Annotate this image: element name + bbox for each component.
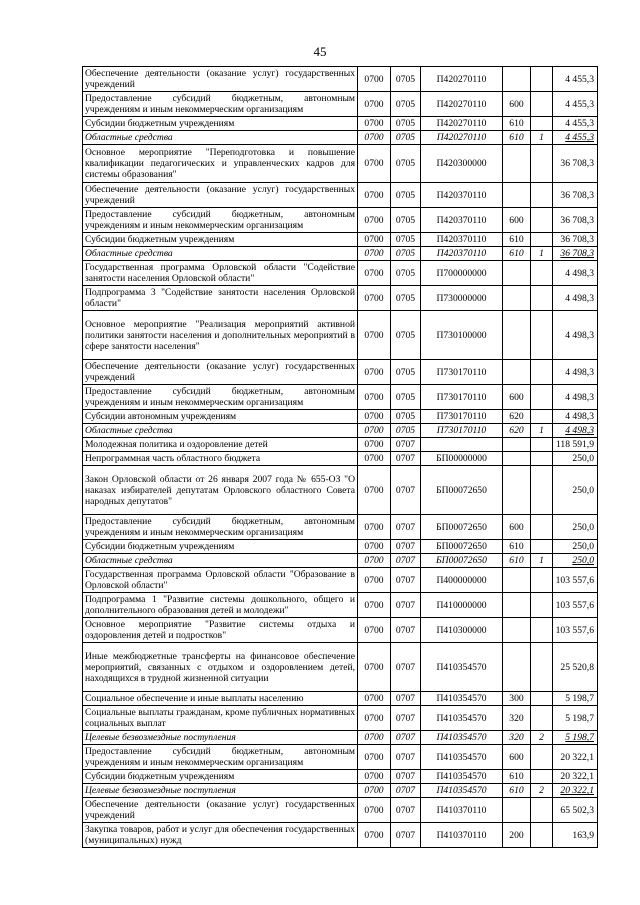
row-name: Обеспечение деятельности (оказание услуг) государственных учреждений <box>83 67 358 92</box>
funding-source <box>531 593 553 618</box>
amount: 20 322,1 <box>553 770 598 784</box>
section-code: 0700 <box>358 554 391 568</box>
funding-source <box>531 438 553 452</box>
expense-type <box>503 67 531 92</box>
funding-source: 2 <box>531 731 553 745</box>
target-article: П410370110 <box>421 798 503 823</box>
table-row <box>83 731 598 745</box>
section-code: 0700 <box>358 67 391 92</box>
target-article: П420270110 <box>421 117 503 131</box>
expense-type: 300 <box>503 692 531 706</box>
amount: 250,0 <box>553 452 598 466</box>
section-code: 0700 <box>358 593 391 618</box>
row-name: Целевые безвозмездные поступления <box>83 784 358 798</box>
target-article: БП00072650 <box>421 540 503 554</box>
table-row <box>83 360 598 385</box>
table-row <box>83 286 598 311</box>
row-name: Предоставление субсидий бюджетным, автономным учреждениям и иным некоммерческим организациям <box>83 515 358 540</box>
amount: 25 520,8 <box>553 643 598 692</box>
funding-source <box>531 233 553 247</box>
row-name: Обеспечение деятельности (оказание услуг) государственных учреждений <box>83 183 358 208</box>
amount: 250,0 <box>553 466 598 515</box>
amount: 4 498,3 <box>553 385 598 410</box>
section-code: 0700 <box>358 618 391 643</box>
amount: 4 498,3 <box>553 360 598 385</box>
funding-source <box>531 183 553 208</box>
expense-type: 610 <box>503 554 531 568</box>
subsection-code: 0705 <box>391 145 421 183</box>
table-row <box>83 145 598 183</box>
row-name: Государственная программа Орловской области "Содействие занятости населения Орловской области" <box>83 261 358 286</box>
amount: 103 557,6 <box>553 618 598 643</box>
subsection-code: 0705 <box>391 410 421 424</box>
amount: 4 498,3 <box>553 261 598 286</box>
target-article: П420270110 <box>421 92 503 117</box>
expense-type <box>503 438 531 452</box>
funding-source <box>531 311 553 360</box>
section-code: 0700 <box>358 798 391 823</box>
target-article: П410354570 <box>421 784 503 798</box>
row-name: Предоставление субсидий бюджетным, автономным учреждениям и иным некоммерческим организациям <box>83 745 358 770</box>
target-article: П410354570 <box>421 745 503 770</box>
table-row <box>83 311 598 360</box>
expense-type <box>503 311 531 360</box>
funding-source: 1 <box>531 131 553 145</box>
table-row <box>83 784 598 798</box>
table-row <box>83 540 598 554</box>
expense-type: 320 <box>503 706 531 731</box>
target-article: П420300000 <box>421 145 503 183</box>
target-article: П420370110 <box>421 247 503 261</box>
table-row <box>83 568 598 593</box>
subsection-code: 0707 <box>391 618 421 643</box>
section-code: 0700 <box>358 261 391 286</box>
section-code: 0700 <box>358 247 391 261</box>
row-name: Подпрограмма 3 "Содействие занятости населения Орловской области" <box>83 286 358 311</box>
target-article: П420270110 <box>421 131 503 145</box>
section-code: 0700 <box>358 92 391 117</box>
funding-source: 1 <box>531 424 553 438</box>
funding-source <box>531 410 553 424</box>
target-article: П420370110 <box>421 208 503 233</box>
table-row <box>83 261 598 286</box>
row-name: Областные средства <box>83 424 358 438</box>
section-code: 0700 <box>358 233 391 247</box>
funding-source <box>531 618 553 643</box>
row-name: Предоставление субсидий бюджетным, автономным учреждениям и иным некоммерческим организациям <box>83 208 358 233</box>
expense-type <box>503 643 531 692</box>
table-row <box>83 208 598 233</box>
table-row <box>83 385 598 410</box>
row-name: Областные средства <box>83 131 358 145</box>
section-code: 0700 <box>358 145 391 183</box>
row-name: Обеспечение деятельности (оказание услуг) государственных учреждений <box>83 360 358 385</box>
page-number: 45 <box>313 44 327 59</box>
amount: 4 498,3 <box>553 424 598 438</box>
amount: 5 198,7 <box>553 731 598 745</box>
section-code: 0700 <box>358 706 391 731</box>
table-row <box>83 593 598 618</box>
amount: 36 708,3 <box>553 233 598 247</box>
subsection-code: 0707 <box>391 784 421 798</box>
subsection-code: 0705 <box>391 261 421 286</box>
funding-source <box>531 145 553 183</box>
subsection-code: 0705 <box>391 183 421 208</box>
funding-source <box>531 452 553 466</box>
row-name: Социальное обеспечение и иные выплаты населению <box>83 692 358 706</box>
row-name: Предоставление субсидий бюджетным, автономным учреждениям и иным некоммерческим организациям <box>83 385 358 410</box>
expense-type <box>503 452 531 466</box>
table-row <box>83 117 598 131</box>
funding-source <box>531 208 553 233</box>
amount: 163,9 <box>553 823 598 848</box>
expense-type: 610 <box>503 784 531 798</box>
row-name: Государственная программа Орловской области "Образование в Орловской области" <box>83 568 358 593</box>
subsection-code: 0705 <box>391 208 421 233</box>
section-code: 0700 <box>358 438 391 452</box>
target-article: П400000000 <box>421 568 503 593</box>
subsection-code: 0705 <box>391 360 421 385</box>
amount: 4 455,3 <box>553 67 598 92</box>
funding-source: 1 <box>531 554 553 568</box>
expense-type <box>503 593 531 618</box>
section-code: 0700 <box>358 466 391 515</box>
expense-type: 600 <box>503 515 531 540</box>
table-row <box>83 554 598 568</box>
row-name: Непрограммная часть областного бюджета <box>83 452 358 466</box>
section-code: 0700 <box>358 117 391 131</box>
row-name: Субсидии автономным учреждениям <box>83 410 358 424</box>
expense-type: 200 <box>503 823 531 848</box>
target-article: П730170110 <box>421 410 503 424</box>
funding-source <box>531 823 553 848</box>
expense-type: 600 <box>503 208 531 233</box>
funding-source <box>531 745 553 770</box>
amount: 20 322,1 <box>553 784 598 798</box>
section-code: 0700 <box>358 311 391 360</box>
funding-source <box>531 67 553 92</box>
expense-type: 610 <box>503 131 531 145</box>
amount: 36 708,3 <box>553 208 598 233</box>
amount: 36 708,3 <box>553 183 598 208</box>
row-name: Субсидии бюджетным учреждениям <box>83 233 358 247</box>
target-article: БП00000000 <box>421 452 503 466</box>
subsection-code: 0707 <box>391 568 421 593</box>
target-article: П730170110 <box>421 360 503 385</box>
expense-type: 610 <box>503 247 531 261</box>
subsection-code: 0707 <box>391 643 421 692</box>
target-article: П410354570 <box>421 731 503 745</box>
subsection-code: 0707 <box>391 692 421 706</box>
funding-source <box>531 568 553 593</box>
expense-type: 600 <box>503 92 531 117</box>
subsection-code: 0705 <box>391 117 421 131</box>
amount: 118 591,9 <box>553 438 598 452</box>
row-name: Субсидии бюджетным учреждениям <box>83 540 358 554</box>
subsection-code: 0707 <box>391 745 421 770</box>
subsection-code: 0705 <box>391 67 421 92</box>
amount: 4 455,3 <box>553 117 598 131</box>
amount: 4 498,3 <box>553 286 598 311</box>
amount: 250,0 <box>553 554 598 568</box>
target-article: П410354570 <box>421 692 503 706</box>
amount: 250,0 <box>553 515 598 540</box>
funding-source <box>531 286 553 311</box>
row-name: Иные межбюджетные трансферты на финансовое обеспечение мероприятий, связанных с отдыхом и оздоровлением детей, находящихся в трудной жизненной ситуации <box>83 643 358 692</box>
target-article: БП00072650 <box>421 466 503 515</box>
section-code: 0700 <box>358 515 391 540</box>
table-row <box>83 706 598 731</box>
subsection-code: 0707 <box>391 593 421 618</box>
table-row <box>83 438 598 452</box>
budget-table-body <box>83 67 598 848</box>
funding-source <box>531 385 553 410</box>
amount: 103 557,6 <box>553 593 598 618</box>
table-row <box>83 745 598 770</box>
expense-type <box>503 286 531 311</box>
funding-source <box>531 692 553 706</box>
expense-type <box>503 568 531 593</box>
expense-type: 620 <box>503 424 531 438</box>
subsection-code: 0705 <box>391 131 421 145</box>
subsection-code: 0705 <box>391 233 421 247</box>
budget-table <box>82 66 598 848</box>
expense-type: 320 <box>503 731 531 745</box>
target-article: П730170110 <box>421 385 503 410</box>
funding-source <box>531 515 553 540</box>
amount: 4 455,3 <box>553 92 598 117</box>
row-name: Целевые безвозмездные поступления <box>83 731 358 745</box>
target-article: П420370110 <box>421 233 503 247</box>
funding-source <box>531 360 553 385</box>
row-name: Основное мероприятие "Переподготовка и повышение квалификации педагогических и управленческих кадров для системы образования" <box>83 145 358 183</box>
expense-type: 610 <box>503 233 531 247</box>
section-code: 0700 <box>358 643 391 692</box>
subsection-code: 0705 <box>391 286 421 311</box>
section-code: 0700 <box>358 410 391 424</box>
subsection-code: 0707 <box>391 798 421 823</box>
row-name: Основное мероприятие "Развитие системы отдыха и оздоровления детей и подростков" <box>83 618 358 643</box>
amount: 36 708,3 <box>553 145 598 183</box>
target-article: БП00072650 <box>421 515 503 540</box>
target-article <box>421 438 503 452</box>
row-name: Закон Орловской области от 26 января 2007 года № 655-ОЗ "О наказах избирателей депутатам Орловского областного Совета народных депутатов" <box>83 466 358 515</box>
subsection-code: 0707 <box>391 540 421 554</box>
table-row <box>83 247 598 261</box>
target-article: П700000000 <box>421 261 503 286</box>
amount: 65 502,3 <box>553 798 598 823</box>
table-row <box>83 823 598 848</box>
expense-type <box>503 261 531 286</box>
subsection-code: 0705 <box>391 311 421 360</box>
section-code: 0700 <box>358 208 391 233</box>
table-row <box>83 452 598 466</box>
target-article: П410354570 <box>421 706 503 731</box>
table-row <box>83 67 598 92</box>
subsection-code: 0707 <box>391 731 421 745</box>
row-name: Предоставление субсидий бюджетным, автономным учреждениям и иным некоммерческим организациям <box>83 92 358 117</box>
expense-type: 610 <box>503 770 531 784</box>
amount: 103 557,6 <box>553 568 598 593</box>
target-article: П420370110 <box>421 183 503 208</box>
target-article: П410300000 <box>421 618 503 643</box>
row-name: Субсидии бюджетным учреждениям <box>83 117 358 131</box>
amount: 250,0 <box>553 540 598 554</box>
expense-type <box>503 466 531 515</box>
amount: 20 322,1 <box>553 745 598 770</box>
section-code: 0700 <box>358 731 391 745</box>
table-row <box>83 618 598 643</box>
funding-source <box>531 261 553 286</box>
subsection-code: 0707 <box>391 706 421 731</box>
funding-source <box>531 706 553 731</box>
section-code: 0700 <box>358 823 391 848</box>
table-row <box>83 643 598 692</box>
target-article: П410000000 <box>421 593 503 618</box>
amount: 4 498,3 <box>553 311 598 360</box>
row-name: Социальные выплаты гражданам, кроме публичных нормативных социальных выплат <box>83 706 358 731</box>
row-name: Закупка товаров, работ и услуг для обеспечения государственных (муниципальных) нужд <box>83 823 358 848</box>
target-article: П410370110 <box>421 823 503 848</box>
table-row <box>83 183 598 208</box>
table-row <box>83 233 598 247</box>
row-name: Основное мероприятие "Реализация мероприятий активной политики занятости населения и дополнительных мероприятий в сфере занятости населения" <box>83 311 358 360</box>
section-code: 0700 <box>358 770 391 784</box>
section-code: 0700 <box>358 452 391 466</box>
expense-type <box>503 360 531 385</box>
funding-source <box>531 643 553 692</box>
expense-type: 600 <box>503 745 531 770</box>
table-row <box>83 692 598 706</box>
amount: 4 498,3 <box>553 410 598 424</box>
section-code: 0700 <box>358 131 391 145</box>
target-article: П730000000 <box>421 286 503 311</box>
table-row <box>83 466 598 515</box>
row-name: Обеспечение деятельности (оказание услуг) государственных учреждений <box>83 798 358 823</box>
funding-source <box>531 466 553 515</box>
subsection-code: 0707 <box>391 554 421 568</box>
expense-type <box>503 618 531 643</box>
table-row <box>83 770 598 784</box>
table-row <box>83 92 598 117</box>
subsection-code: 0705 <box>391 385 421 410</box>
section-code: 0700 <box>358 424 391 438</box>
section-code: 0700 <box>358 745 391 770</box>
funding-source <box>531 798 553 823</box>
expense-type <box>503 798 531 823</box>
amount: 5 198,7 <box>553 706 598 731</box>
section-code: 0700 <box>358 784 391 798</box>
section-code: 0700 <box>358 385 391 410</box>
funding-source <box>531 770 553 784</box>
subsection-code: 0705 <box>391 247 421 261</box>
section-code: 0700 <box>358 568 391 593</box>
subsection-code: 0705 <box>391 424 421 438</box>
expense-type: 600 <box>503 385 531 410</box>
section-code: 0700 <box>358 286 391 311</box>
table-row <box>83 131 598 145</box>
amount: 5 198,7 <box>553 692 598 706</box>
subsection-code: 0707 <box>391 438 421 452</box>
expense-type <box>503 145 531 183</box>
funding-source <box>531 117 553 131</box>
subsection-code: 0705 <box>391 92 421 117</box>
amount: 36 708,3 <box>553 247 598 261</box>
expense-type <box>503 183 531 208</box>
section-code: 0700 <box>358 360 391 385</box>
table-row <box>83 410 598 424</box>
row-name: Субсидии бюджетным учреждениям <box>83 770 358 784</box>
target-article: П730170110 <box>421 424 503 438</box>
section-code: 0700 <box>358 692 391 706</box>
row-name: Областные средства <box>83 554 358 568</box>
row-name: Молодежная политика и оздоровление детей <box>83 438 358 452</box>
subsection-code: 0707 <box>391 823 421 848</box>
funding-source <box>531 92 553 117</box>
funding-source: 1 <box>531 247 553 261</box>
target-article: П730100000 <box>421 311 503 360</box>
expense-type: 620 <box>503 410 531 424</box>
amount: 4 455,3 <box>553 131 598 145</box>
target-article: П420270110 <box>421 67 503 92</box>
section-code: 0700 <box>358 540 391 554</box>
section-code: 0700 <box>358 183 391 208</box>
table-row <box>83 424 598 438</box>
row-name: Подпрограмма 1 "Развитие системы дошкольного, общего и дополнительного образования детей и молодежи" <box>83 593 358 618</box>
target-article: П410354570 <box>421 643 503 692</box>
table-row <box>83 515 598 540</box>
target-article: БП00072650 <box>421 554 503 568</box>
subsection-code: 0707 <box>391 452 421 466</box>
target-article: П410354570 <box>421 770 503 784</box>
expense-type: 610 <box>503 117 531 131</box>
subsection-code: 0707 <box>391 515 421 540</box>
table-row <box>83 798 598 823</box>
funding-source: 2 <box>531 784 553 798</box>
subsection-code: 0707 <box>391 466 421 515</box>
subsection-code: 0707 <box>391 770 421 784</box>
row-name: Областные средства <box>83 247 358 261</box>
funding-source <box>531 540 553 554</box>
expense-type: 610 <box>503 540 531 554</box>
